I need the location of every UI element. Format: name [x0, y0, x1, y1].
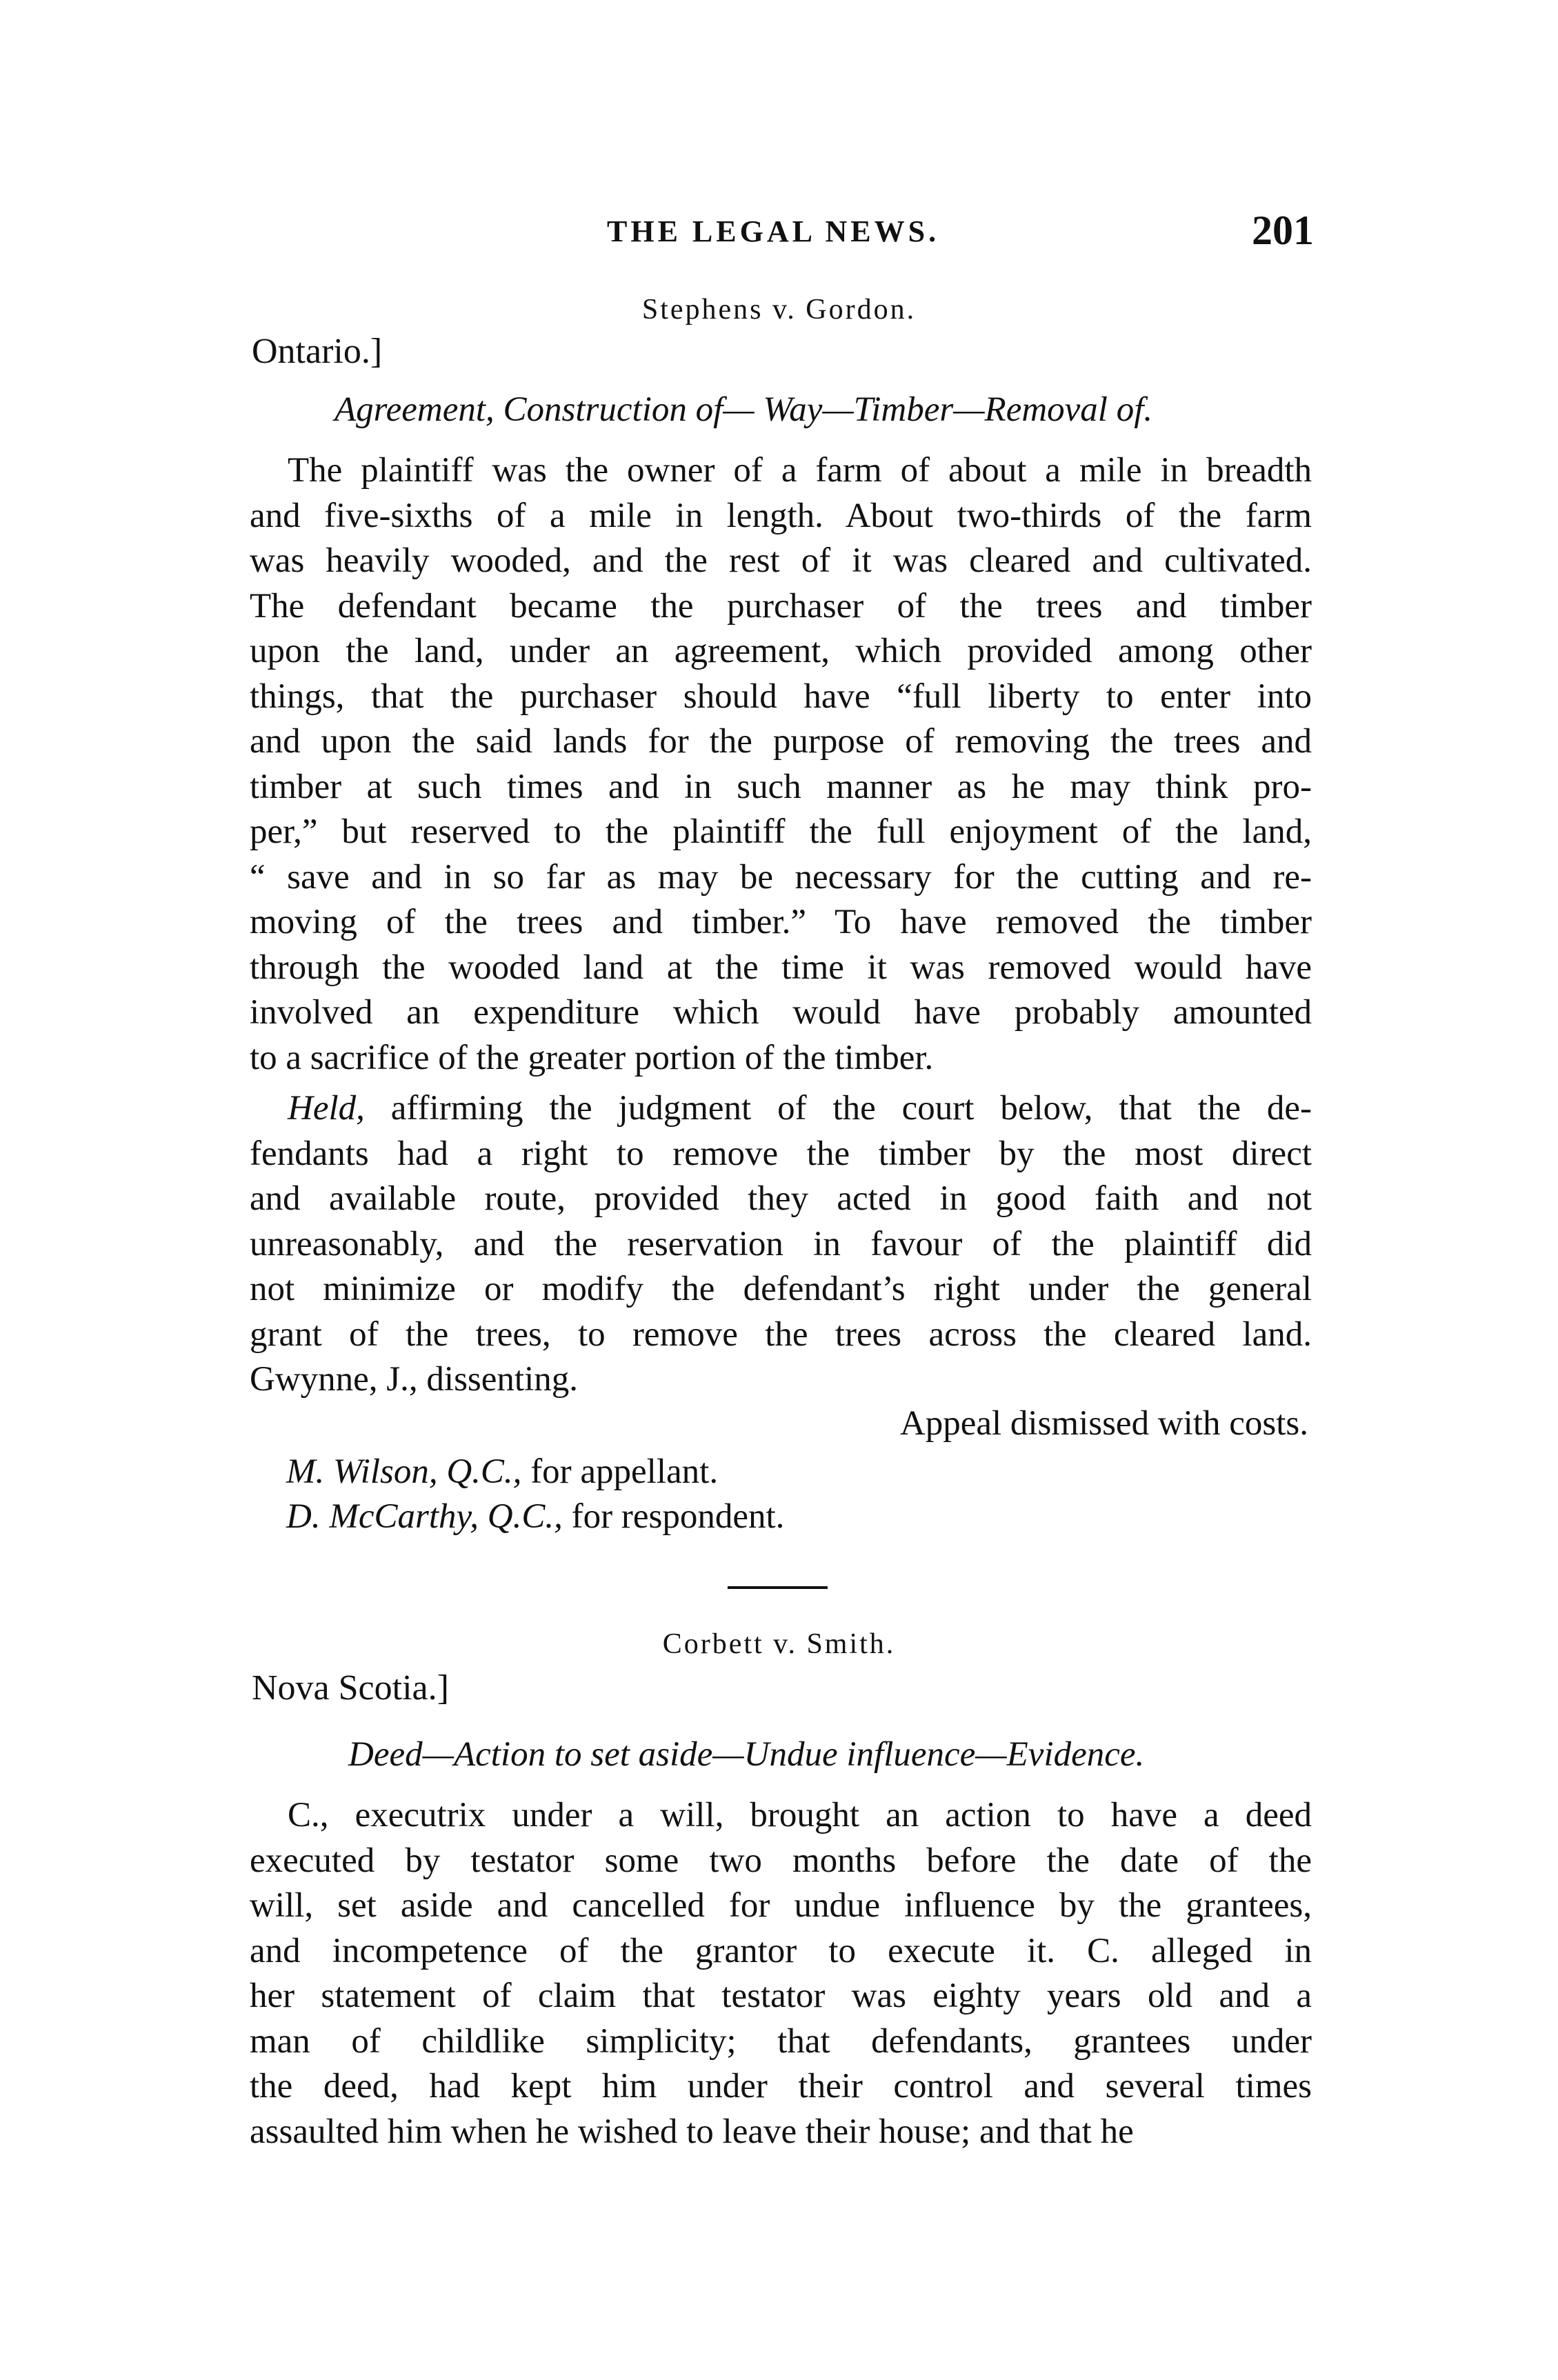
- stephens-facts-line: The defendant became the purchaser of the trees and timber: [250, 586, 1312, 626]
- stephens-facts-line: upon the land, under an agreement, which provided among other: [250, 632, 1312, 670]
- section-divider-rule: [728, 1586, 828, 1589]
- counsel-line-respondent: [286, 1497, 784, 1537]
- stephens-held-line: not minimize or modify the defendant’s right under the general: [250, 1270, 1312, 1308]
- stephens-held-line: Gwynne, J., dissenting.: [250, 1360, 578, 1399]
- counsel-role-respondent: for respondent.: [562, 1497, 785, 1536]
- corbett-facts-line: will, set aside and cancelled for undue influence by the grantees,: [250, 1886, 1312, 1925]
- page-number: 201: [1252, 208, 1314, 253]
- held-label: Held,: [288, 1089, 365, 1128]
- stephens-facts-line: per,” but reserved to the plaintiff the full enjoyment of the land,: [250, 812, 1312, 851]
- stephens-facts-line: to a sacrifice of the greater portion of the timber.: [250, 1038, 934, 1077]
- corbett-facts-line: assaulted him when he wished to leave their house; and that he: [250, 2112, 1134, 2151]
- running-title: THE LEGAL NEWS.: [607, 214, 940, 248]
- stephens-facts-line: The plaintiff was the owner of a farm of about a mile in breadth: [288, 451, 1312, 490]
- case-province-ontario: Ontario.]: [252, 332, 383, 371]
- stephens-facts-line: was heavily wooded, and the rest of it was cleared and cultivated.: [250, 541, 1312, 580]
- stephens-facts-line: things, that the purchaser should have “full liberty to enter into: [250, 677, 1312, 716]
- stephens-held-line: grant of the trees, to remove the trees across the cleared land.: [250, 1314, 1312, 1354]
- corbett-facts-line: C., executrix under a will, brought an action to have a deed: [288, 1796, 1312, 1834]
- corbett-facts-line: the deed, had kept him under their control and several times: [250, 2067, 1312, 2106]
- stephens-facts-line: “ save and in so far as may be necessary for the cutting and re-: [250, 857, 1312, 897]
- counsel-line-appellant: [286, 1452, 718, 1492]
- case-held-paragraph-stephens: [250, 1086, 1312, 1403]
- stephens-held-line: fendants had a right to remove the timber by the most direct: [250, 1134, 1312, 1173]
- case-title-stephens-v-gordon: Stephens v. Gordon.: [641, 294, 917, 326]
- stephens-facts-line: through the wooded land at the time it was removed would have: [250, 948, 1312, 987]
- case-facts-paragraph-stephens: [250, 448, 1312, 1081]
- corbett-facts-line: executed by testator some two months before the date of the: [250, 1841, 1312, 1880]
- corbett-facts-line: man of childlike simplicity; that defendants, grantees under: [250, 2021, 1312, 2061]
- case-headnote-corbett: Deed—Action to set aside—Undue influence—Evidence.: [348, 1735, 1145, 1774]
- stephens-facts-line: and upon the said lands for the purpose of removing the trees and: [250, 722, 1312, 761]
- stephens-held-line: unreasonably, and the reservation in favour of the plaintiff did: [250, 1224, 1312, 1263]
- case-headnote-stephens: Agreement, Construction of— Way—Timber—Removal of.: [334, 390, 1153, 429]
- stephens-facts-line: timber at such times and in such manner as he may think pro-: [250, 767, 1312, 806]
- case-facts-paragraph-corbett: [250, 1793, 1312, 2154]
- counsel-role-appellant: for appellant.: [521, 1452, 719, 1491]
- stephens-facts-line: and five-sixths of a mile in length. About two-thirds of the farm: [250, 496, 1312, 535]
- stephens-facts-line: moving of the trees and timber.” To have removed the timber: [250, 903, 1312, 941]
- case-title-corbett-v-smith: Corbett v. Smith.: [662, 1628, 896, 1660]
- counsel-name-respondent: D. McCarthy, Q.C.,: [286, 1497, 563, 1536]
- page-header: [248, 207, 1314, 262]
- case-province-nova-scotia: Nova Scotia.]: [252, 1668, 449, 1708]
- stephens-held-line: and available route, provided they acted in good faith and not: [250, 1179, 1312, 1218]
- case-disposition-stephens: Appeal dismissed with costs.: [899, 1404, 1308, 1443]
- stephens-facts-line: involved an expenditure which would have probably amounted: [250, 993, 1312, 1032]
- held-first-line: affirming the judgment of the court below, that the de-: [364, 1089, 1312, 1128]
- corbett-facts-line: her statement of claim that testator was eighty years old and a: [250, 1977, 1312, 2015]
- corbett-facts-line: and incompetence of the grantor to execute it. C. alleged in: [250, 1931, 1312, 1970]
- counsel-name-appellant: M. Wilson, Q.C.,: [286, 1452, 522, 1491]
